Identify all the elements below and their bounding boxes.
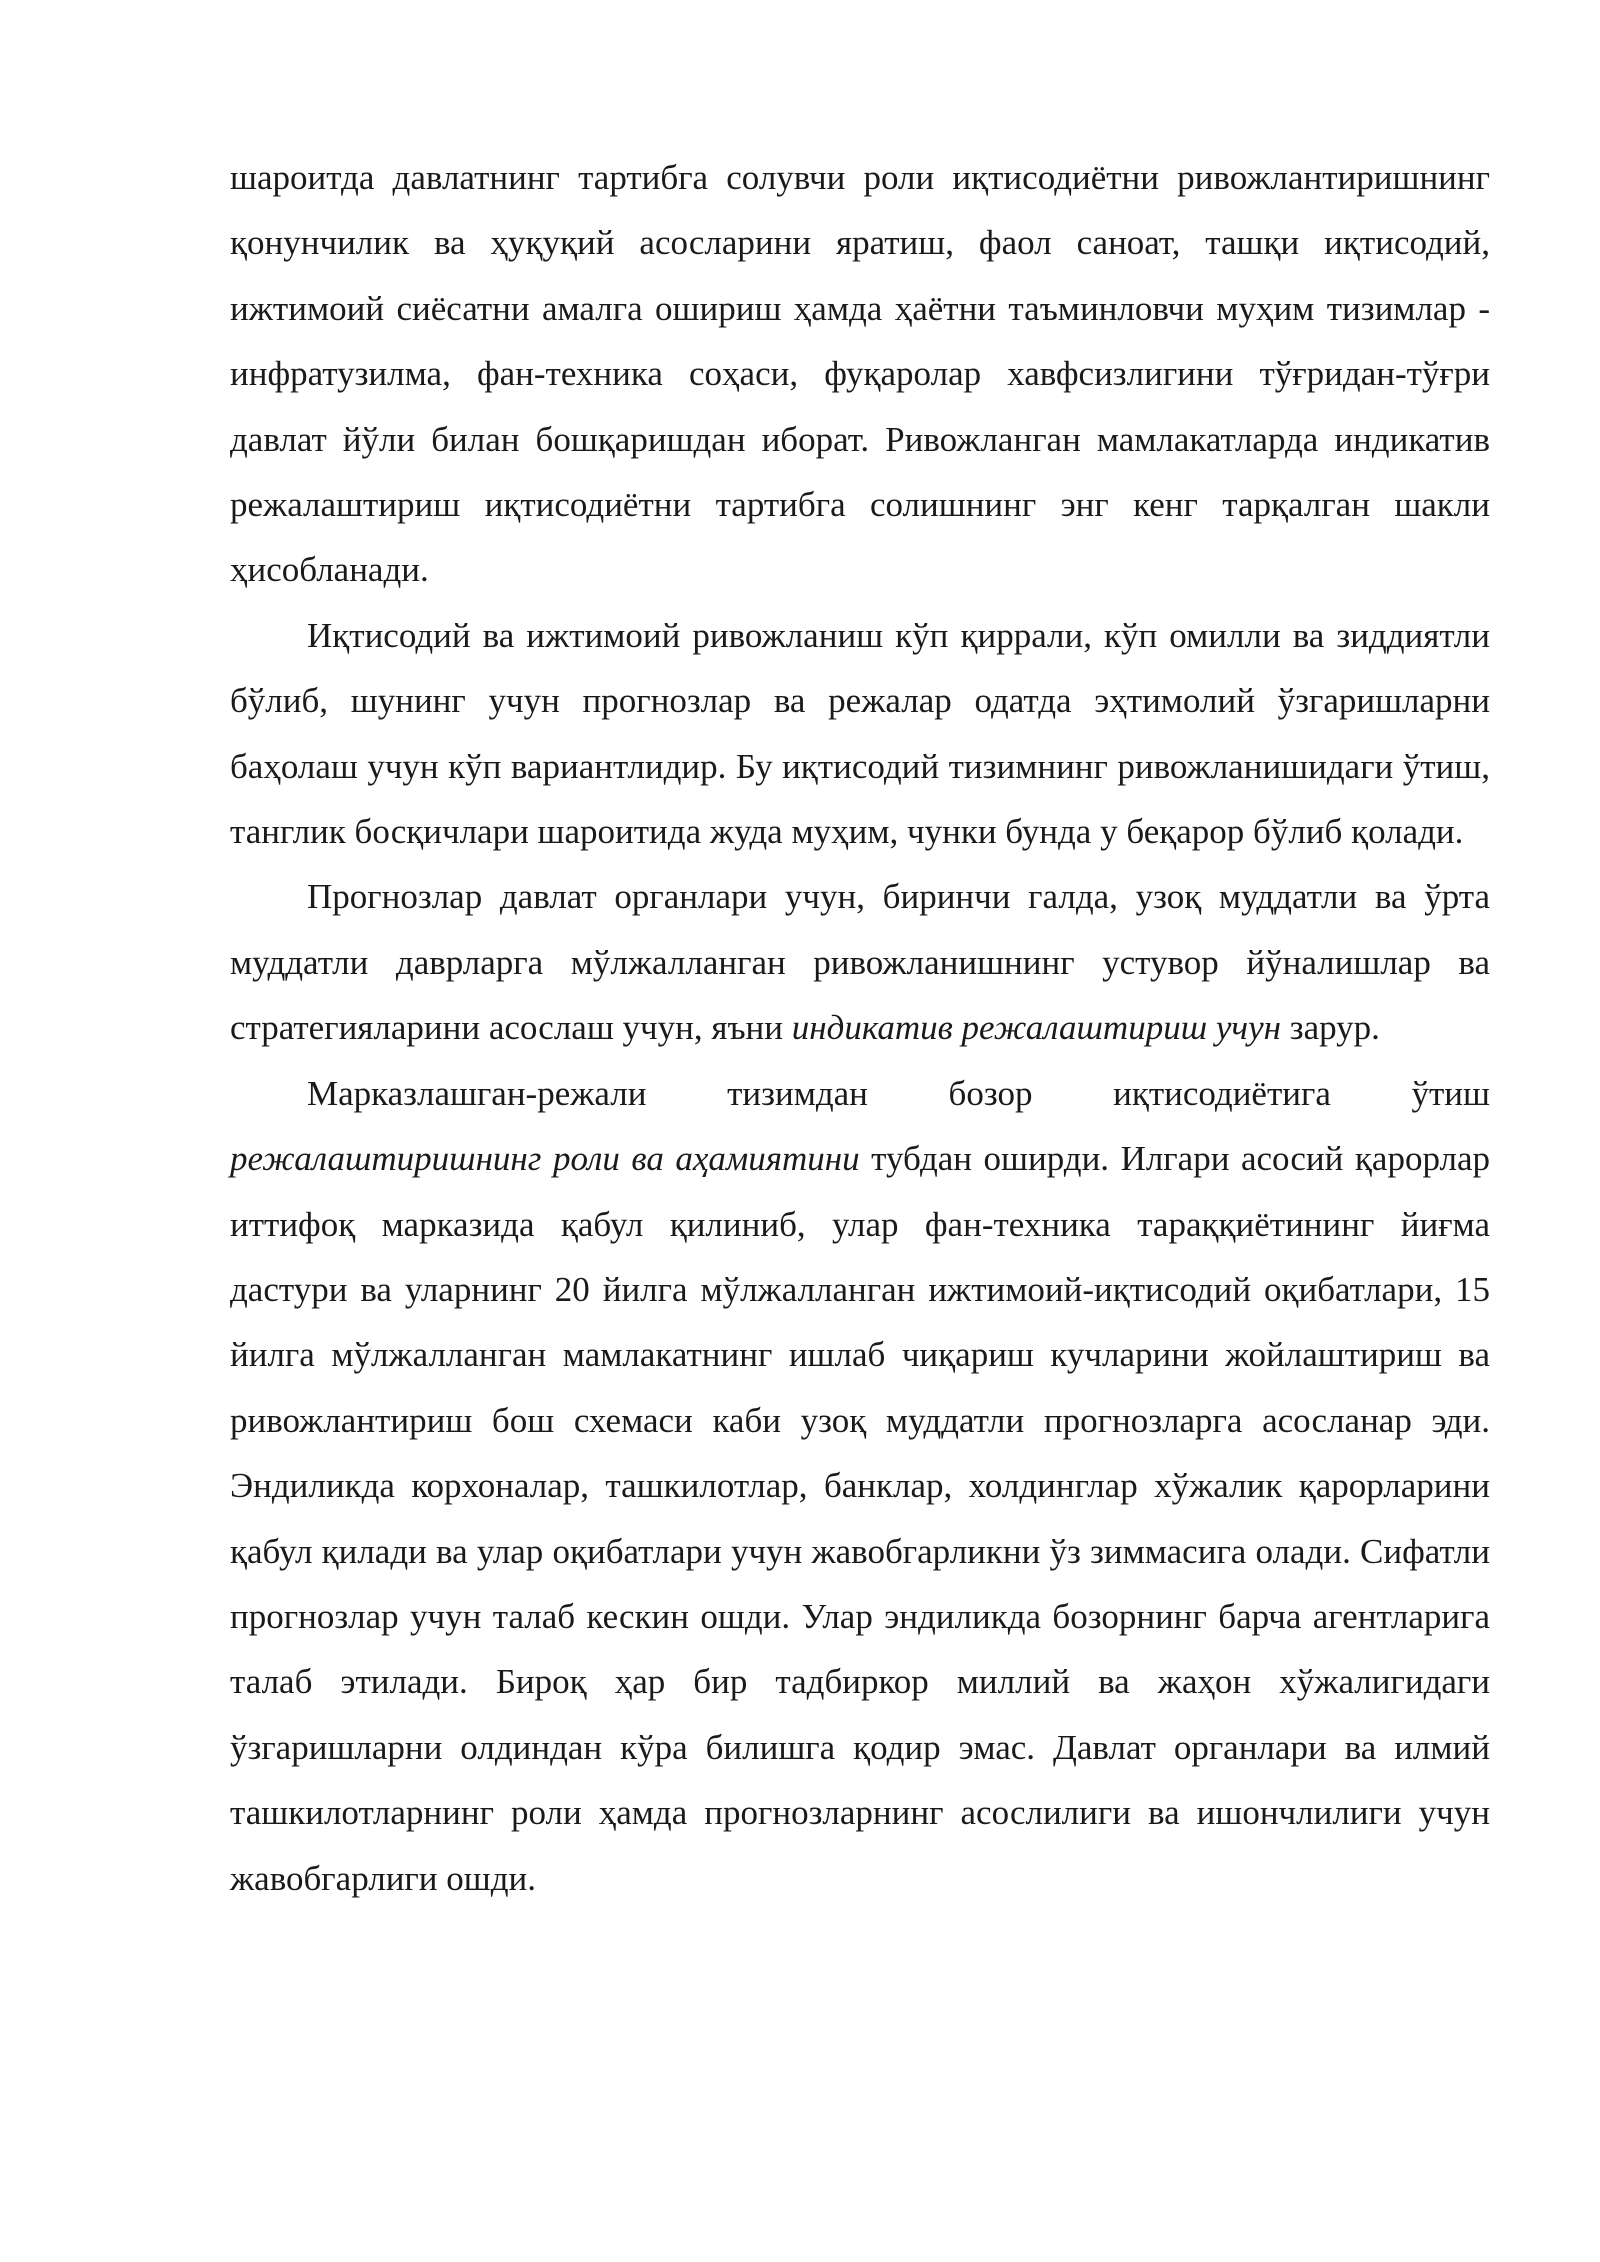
paragraph-3-italic-term: индикатив режалаштириш учун [791, 1008, 1281, 1048]
paragraph-1-text: шароитда давлатнинг тартибга солувчи роли иқтисодиётни ривожлантиришнинг қонунчилик ва ҳуқуқий асосларини яратиш, фаол саноат, ташқи иқтисодий, ижтимоий сиёсатни амалга ошириш ҳамда ҳаётни таъминловчи муҳим тизимлар - инфратузилма, фан-техника соҳаси, фуқаролар хавфсизлигини тўғридан-тўғри давлат йўли билан бошқаришдан иборат. Ривожланган мамлакатларда индикатив режалаштириш иқтисодиётни тартибга солишнинг энг кенг тарқалган шакли ҳисобланади. [230, 158, 1490, 590]
paragraph-2-text: Иқтисодий ва ижтимоий ривожланиш кўп қиррали, кўп омилли ва зиддиятли бўлиб, шунинг учун прогнозлар ва режалар одатда эҳтимолий ўзгаришларни баҳолаш учун кўп вариантлидир. Бу иқтисодий тизимнинг ривожланишидаги ўтиш, танглик босқичлари шароитида жуда муҳим, чунки бунда у беқарор бўлиб қолади. [230, 615, 1490, 852]
paragraph-4 [230, 1061, 1490, 1911]
paragraph-4-text-a: Марказлашган-режали тизимдан бозор иқтисодиётига ўтиш [307, 1073, 1490, 1113]
paragraph-3 [230, 864, 1490, 1060]
paragraph-1 [230, 145, 1490, 603]
paragraph-3-text-a: Прогнозлар давлат органлари учун, биринчи галда, узоқ муддатли ва ўрта муддатли даврларга мўлжалланган ривожланишнинг устувор йўналишлар ва стратегияларини асослаш учун, яъни [230, 877, 1490, 1048]
paragraph-4-italic-term: режалаштиришнинг роли ва аҳамиятини [230, 1139, 860, 1179]
paragraph-4-text-b: тубдан оширди. Илгари асосий қарорлар иттифоқ марказида қабул қилиниб, улар фан-техника тараққиётининг йиғма дастури ва уларнинг 20 йилга мўлжалланган ижтимоий-иқтисодий оқибатлари, 15 йилга мўлжалланган мамлакатнинг ишлаб чиқариш кучларини жойлаштириш ва ривожлантириш бош схемаси каби узоқ муддатли прогнозларга асосланар эди. Эндиликда корхоналар, ташкилотлар, банклар, холдинглар хўжалик қарорларини қабул қилади ва улар оқибатлари учун жавобгарликни ўз зиммасига олади. Сифатли прогнозлар учун талаб кескин ошди. Улар эндиликда бозорнинг барча агентларига талаб этилади. Бироқ ҳар бир тадбиркор миллий ва жаҳон хўжалигидаги ўзгаришларни олдиндан кўра билишга қодир эмас. Давлат органлари ва илмий ташкилотларнинг роли ҳамда прогнозларнинг асослилиги ва ишончлилиги учун жавобгарлиги ошди. [230, 1139, 1490, 1898]
document-body [230, 145, 1490, 1911]
paragraph-3-text-b: зарур. [1281, 1008, 1380, 1048]
paragraph-2 [230, 603, 1490, 865]
